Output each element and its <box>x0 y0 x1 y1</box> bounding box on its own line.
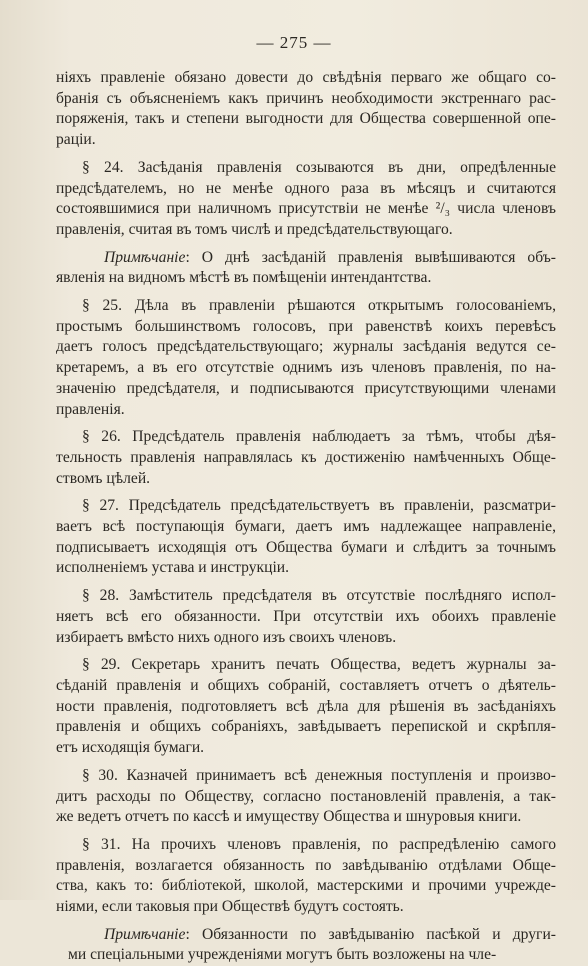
text-line: ніями, если таковыя при Обществѣ будутъ состоять. <box>56 898 404 916</box>
paragraph <box>56 427 556 489</box>
text-line: § 29. Секретарь хранитъ печать Общества, ведетъ журналы за- <box>82 656 556 674</box>
note-label: Примѣчаніе <box>104 248 186 266</box>
paragraph <box>56 655 556 759</box>
text-line: § 28. Замѣститель предсѣдателя въ отсутствіе послѣдняго испол- <box>82 587 556 605</box>
paragraph <box>56 296 556 420</box>
paragraph-gap <box>56 289 556 296</box>
text-line: ніяхъ правленіе обязано довести до свѣдѣнія перваго же общаго со- <box>56 69 556 86</box>
text-line: тельность правленія направлялась къ достиженію намѣченныхъ Обще- <box>56 448 556 466</box>
note-text: : Обязанности по завѣдыванію пасѣкой и други- <box>185 925 556 943</box>
text-line: правленія. <box>56 400 125 418</box>
note-label: Примѣчаніе <box>104 925 186 943</box>
text-line: правленія, возлагается обязанность по завѣдыванію отдѣлами Обще- <box>56 856 556 874</box>
text-line: предсѣдателемъ, но не менѣе одного раза въ мѣсяцъ и считаются <box>56 179 556 197</box>
text-line: дитъ расходы по Обществу, согласно постановленій правленія, а так- <box>56 787 556 805</box>
text-line: ваетъ всѣ поступающія бумаги, даетъ имъ надлежащее направленіе, <box>56 518 556 536</box>
text-line: правленія, считая въ томъ числѣ и предсѣдательствующаго. <box>56 220 453 238</box>
text-line: § 26. Предсѣдатель правленія наблюдаетъ за тѣмъ, чтобы дѣя- <box>82 428 556 446</box>
text-line: § 25. Дѣла въ правленіи рѣшаются открытымъ голосованіемъ, <box>82 297 556 315</box>
paragraph-gap <box>56 918 556 925</box>
paragraph-gap <box>56 828 556 835</box>
text-line: § 27. Предсѣдатель предсѣдательствуетъ въ правленіи, разсматри- <box>82 497 556 515</box>
paragraph <box>56 766 556 828</box>
paragraph <box>56 496 556 579</box>
paragraph-gap <box>56 489 556 496</box>
paragraph <box>56 835 556 918</box>
text-line: даетъ голосъ предсѣдательствующаго; журналы засѣданія ведутся се- <box>56 338 556 356</box>
note-text: : О днѣ засѣданій правленія вывѣшиваются объ- <box>185 248 556 266</box>
text-line: значенію предсѣдателя, и подписываются присутствующими членами <box>56 379 556 397</box>
paragraph <box>56 158 556 241</box>
text-line: ства, какъ то: библіотекой, школой, мастерскими и прочими учрежде- <box>56 877 556 895</box>
text-line: состоявшимися при наличномъ присутствіи не менѣе ²/₃ числа членовъ <box>56 200 556 218</box>
text-line: подписываетъ исходящія отъ Общества бумаги и слѣдитъ за точнымъ <box>56 538 556 556</box>
paragraph-gap <box>56 579 556 586</box>
paragraph-gap <box>56 241 556 248</box>
note-paragraph <box>56 925 556 966</box>
text-line: § 31. На прочихъ членовъ правленія, по распредѣленію самого <box>82 835 556 853</box>
text-line: избираетъ вмѣсто нихъ одного изъ своихъ членовъ. <box>56 628 397 646</box>
paragraph-gap <box>56 759 556 766</box>
text-line: ности правленія, подготовляетъ всѣ дѣла для рѣшенія въ засѣданіяхъ <box>56 697 556 715</box>
text-line: поряженія, такъ и степени выгодности для Общества совершенной опе- <box>56 110 556 128</box>
text-line: сѣданій правленія и общихъ собраній, составляетъ отчетъ о дѣятель- <box>56 676 556 694</box>
text-line: ми спеціальными учрежденіями могутъ быть возложены на чле- <box>68 946 497 964</box>
paragraph-gap <box>56 648 556 655</box>
paragraph <box>56 586 556 648</box>
page-body-text <box>56 68 556 966</box>
paragraph-gap <box>56 420 556 427</box>
text-line: § 30. Казначей принимаетъ всѣ денежныя поступленія и произво- <box>82 766 556 784</box>
paragraph-gap <box>56 151 556 158</box>
text-line <box>56 248 556 269</box>
text-line: кретаремъ, а въ его отсутствіе однимъ изъ членовъ правленія, по на- <box>56 359 556 377</box>
text-line: ствомъ цѣлей. <box>56 469 151 487</box>
text-line: правленія и общихъ собраніяхъ, завѣдываетъ перепиской и скрѣпля- <box>56 718 556 736</box>
text-line: § 24. Засѣданія правленія созываются въ дни, опредѣленные <box>82 158 556 176</box>
paragraph <box>56 68 556 151</box>
text-line: явленія на видномъ мѣстѣ въ помѣщеніи интендантства. <box>56 269 432 287</box>
text-line <box>56 925 556 946</box>
text-line: простымъ большинствомъ голосовъ, при равенствѣ коихъ перевѣсъ <box>56 317 556 335</box>
text-line: же ведетъ отчетъ по кассѣ и имуществу Общества и шнуровыя книги. <box>56 808 522 826</box>
text-line: бранія съ объясненіемъ какъ причинъ необходимости экстреннаго рас- <box>56 89 556 107</box>
page-number: — 275 — <box>256 33 332 52</box>
text-line: няетъ всѣ его обязанности. При отсутствіи ихъ обоихъ правленіе <box>56 607 556 625</box>
note-paragraph <box>56 248 556 289</box>
text-line: етъ исходящія бумаги. <box>56 739 205 757</box>
text-line: раціи. <box>56 131 96 149</box>
text-line: исполненіемъ устава и инструкціи. <box>56 559 290 577</box>
